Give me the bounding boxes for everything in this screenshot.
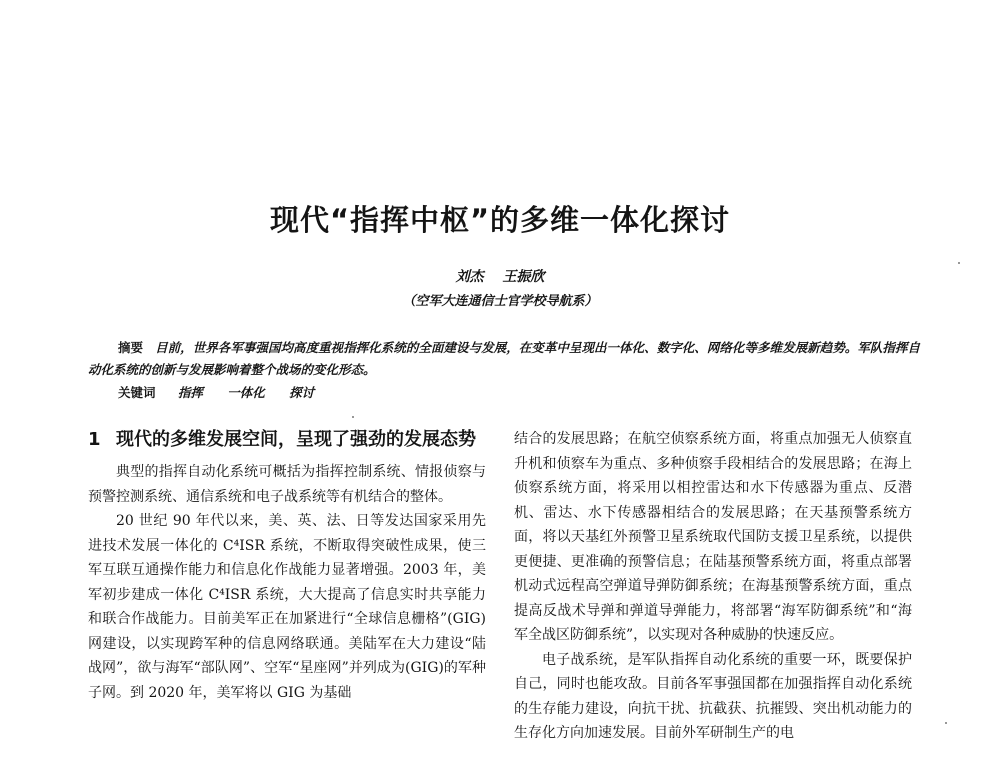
section-number: 1: [88, 429, 101, 450]
body-column-right: [514, 427, 912, 746]
keyword: 一体化: [227, 385, 265, 400]
paragraph: 结合的发展思路；在航空侦察系统方面，将重点加强无人侦察直升机和侦察车为重点、多种侦察手段相结合的发展思路；在海上侦察系统方面，将采用以相控雷达和水下传感器为重点、反潜机、雷达、水下传感器相结合的发展思路；在天基预警系统方面，将以天基红外预警卫星系统取代国防支援卫星系统，以提供更便捷、更准确的预警信息；在陆基预警系统方面，将重点部署机动式远程高空弹道导弹防御系统；在海基预警系统方面，重点提高反战术导弹和弹道导弹能力，将部署“海军防御系统”和“海军全战区防御系统”，以实现对各种威胁的快速反应。: [514, 431, 912, 643]
abstract-label: 摘要: [118, 340, 144, 355]
article-authors: 刘杰 王振欣: [455, 269, 545, 285]
article-title: 现代“指挥中枢”的多维一体化探讨: [269, 203, 731, 237]
keyword: 探讨: [289, 385, 315, 400]
paragraph: 20 世纪 90 年代以来，美、英、法、日等发达国家采用先进技术发展一体化的 C⁴ISR 系统，不断取得突破性成果，使三军互联互通操作能力和信息化作战能力显著增强。2003 年，美军初步建成一体化 C⁴ISR 系统，大大提高了信息实时共享能力和联合作战能力。目前美军正在加紧进行“全球信息栅格”(GIG)网建设，以实现跨军种的信息网络联通。美陆军在大力建设“陆战网”，欲与海军“部队网”、空军“星座网”并列成为(GIG)的军种子网。到 2020 年，美军将以 GIG 为基础: [88, 513, 486, 701]
scan-speck: [945, 722, 947, 724]
paragraph: 电子战系统，是军队指挥自动化系统的重要一环，既要保护自己，同时也能攻敌。目前各军事强国都在加强指挥自动化系统的生存能力建设，向抗干扰、抗截获、抗摧毁、突出机动能力的生存化方向加速发展。目前外军研制生产的电: [514, 651, 912, 741]
scan-speck: [958, 262, 960, 264]
abstract-text: 目前，世界各军事强国均高度重视指挥化系统的全面建设与发展，在变革中呈现出一体化、数字化、网络化等多维发展新趋势。军队指挥自动化系统的创新与发展影响着整个战场的变化形态。: [88, 340, 920, 377]
keyword: 指挥: [177, 385, 203, 400]
keywords-label: 关键词: [118, 385, 156, 400]
paragraph: 典型的指挥自动化系统可概括为指挥控制系统、情报侦察与预警控测系统、通信系统和电子战系统等有机结合的整体。: [88, 464, 486, 505]
section-heading-text: 现代的多维发展空间，呈现了强劲的发展态势: [116, 429, 476, 450]
scan-speck: [352, 416, 354, 418]
article-affiliation: （空军大连通信士官学校导航系）: [402, 294, 598, 309]
body-column-left: [88, 425, 486, 705]
keywords: [118, 383, 334, 401]
section-heading: [88, 425, 486, 454]
abstract: [88, 337, 920, 381]
